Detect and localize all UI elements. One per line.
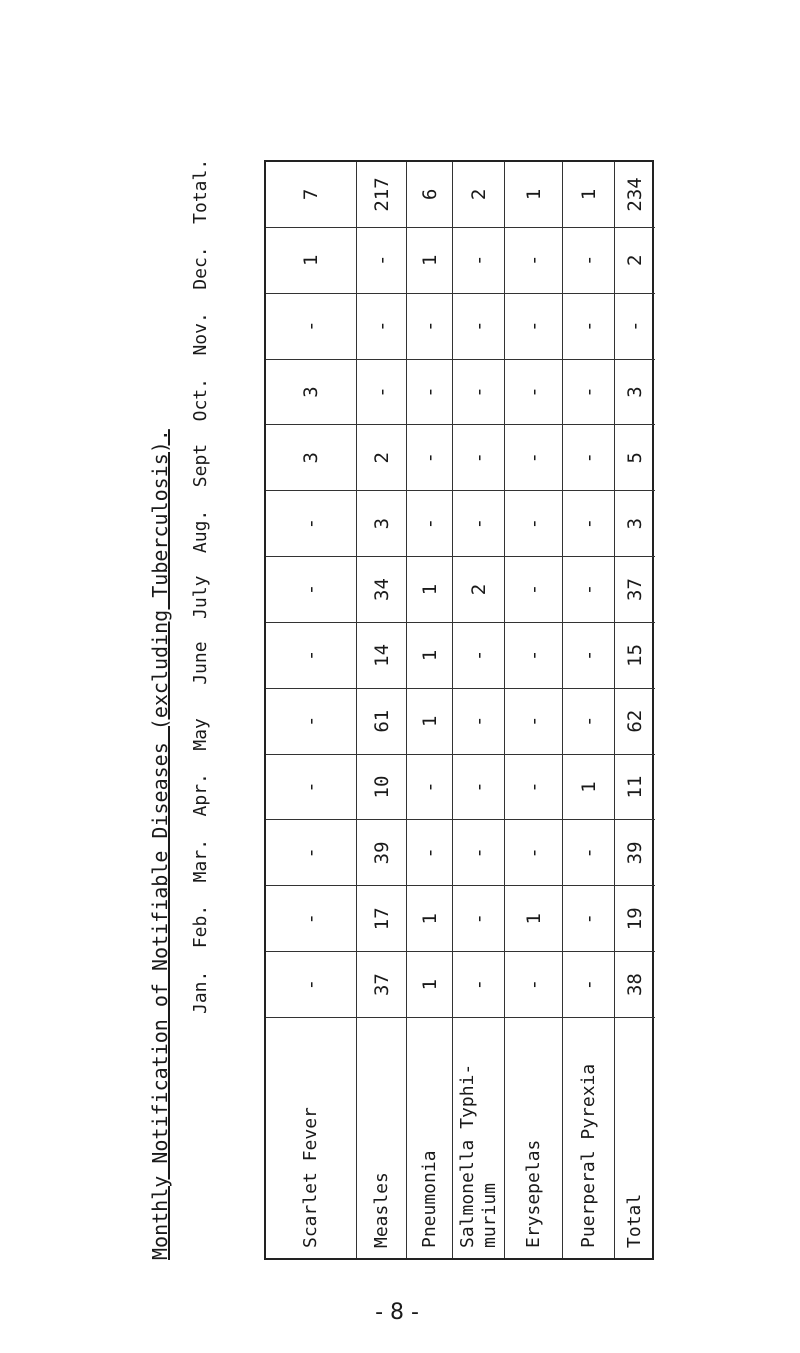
value-cell: - — [505, 491, 563, 557]
value-cell: - — [453, 623, 505, 689]
disease-name-line: murium — [479, 1182, 500, 1248]
value-cell: - — [563, 228, 615, 294]
value-cell: - — [563, 360, 615, 426]
table-row — [266, 162, 356, 1258]
value-cell: - — [563, 820, 615, 886]
value-cell: - — [266, 557, 356, 623]
table-row — [614, 162, 655, 1258]
value-cell: - — [563, 557, 615, 623]
value-cell: 19 — [615, 886, 655, 952]
value-cell: - — [505, 755, 563, 821]
month-header: Total. — [190, 158, 211, 224]
value-cell: 3 — [266, 425, 356, 491]
value-cell: - — [266, 294, 356, 360]
value-cell: 7 — [266, 162, 356, 228]
value-cell: 1 — [505, 162, 563, 228]
value-cell: 2 — [357, 425, 407, 491]
value-cell: 1 — [407, 689, 453, 755]
value-cell: - — [615, 294, 655, 360]
page-number: - 8 - — [375, 1300, 419, 1325]
value-cell: - — [563, 886, 615, 952]
value-cell: 1 — [407, 623, 453, 689]
value-cell: 10 — [357, 755, 407, 821]
table-row — [504, 162, 563, 1258]
value-cell: - — [505, 557, 563, 623]
value-cell: - — [563, 623, 615, 689]
value-cell: - — [505, 360, 563, 426]
value-cell: - — [563, 952, 615, 1018]
value-cell: - — [407, 294, 453, 360]
month-header: Apr. — [190, 773, 211, 817]
value-cell: 34 — [357, 557, 407, 623]
table-row — [562, 162, 615, 1258]
value-cell: 1 — [407, 952, 453, 1018]
value-cell: - — [505, 228, 563, 294]
table-row — [452, 162, 505, 1258]
month-header: June — [190, 641, 211, 685]
value-cell: - — [505, 623, 563, 689]
disease-name-cell — [615, 1018, 655, 1258]
value-cell: - — [453, 360, 505, 426]
value-cell: - — [505, 689, 563, 755]
value-cell: - — [453, 228, 505, 294]
value-cell: 1 — [266, 228, 356, 294]
value-cell: - — [453, 689, 505, 755]
value-cell: 11 — [615, 755, 655, 821]
value-cell: 62 — [615, 689, 655, 755]
disease-name-line: Erysepelas — [523, 1139, 544, 1248]
value-cell: 2 — [453, 557, 505, 623]
month-header: July — [190, 575, 211, 619]
month-header: Oct. — [190, 378, 211, 422]
value-cell: - — [563, 294, 615, 360]
value-cell: - — [453, 755, 505, 821]
value-cell: 1 — [407, 557, 453, 623]
value-cell: 37 — [615, 557, 655, 623]
value-cell: - — [357, 294, 407, 360]
value-cell: - — [453, 952, 505, 1018]
month-header: Mar. — [190, 838, 211, 883]
value-cell: 3 — [615, 360, 655, 426]
value-cell: 38 — [615, 952, 655, 1018]
value-cell: - — [266, 755, 356, 821]
value-cell: - — [453, 886, 505, 952]
disease-name-cell — [407, 1018, 453, 1258]
value-cell: 15 — [615, 623, 655, 689]
value-cell: - — [505, 425, 563, 491]
value-cell: - — [266, 689, 356, 755]
value-cell: 5 — [615, 425, 655, 491]
value-cell: - — [453, 820, 505, 886]
rotated-table-sheet — [146, 160, 656, 1260]
value-cell: - — [505, 294, 563, 360]
value-cell: - — [407, 820, 453, 886]
value-cell: 14 — [357, 623, 407, 689]
disease-name-line: Total — [624, 1193, 645, 1248]
value-cell: 39 — [357, 820, 407, 886]
month-header: Feb. — [190, 904, 211, 949]
disease-name-cell — [505, 1018, 563, 1258]
month-header: Aug. — [190, 509, 211, 554]
disease-name-cell — [266, 1018, 356, 1258]
month-header: Jan. — [190, 970, 211, 1014]
disease-name-line: Salmonella Typhi- — [457, 1063, 478, 1248]
value-cell: - — [407, 755, 453, 821]
value-cell: 2 — [453, 162, 505, 228]
value-cell: 1 — [407, 886, 453, 952]
table-row — [356, 162, 407, 1258]
disease-name-cell — [563, 1018, 615, 1258]
disease-name-line: Pneumonia — [419, 1150, 440, 1248]
month-header-row — [186, 160, 216, 1260]
value-cell: 234 — [615, 162, 655, 228]
notification-table — [264, 160, 654, 1260]
value-cell: 17 — [357, 886, 407, 952]
value-cell: - — [563, 491, 615, 557]
value-cell: - — [563, 689, 615, 755]
value-cell: 1 — [407, 228, 453, 294]
value-cell: 37 — [357, 952, 407, 1018]
value-cell: - — [453, 491, 505, 557]
value-cell: - — [407, 360, 453, 426]
value-cell: - — [505, 952, 563, 1018]
value-cell: 217 — [357, 162, 407, 228]
disease-name-line: Puerperal Pyrexia — [578, 1063, 599, 1248]
disease-name-line: Scarlet Fever — [300, 1107, 321, 1248]
value-cell: - — [266, 623, 356, 689]
value-cell: - — [453, 294, 505, 360]
month-header: May — [190, 718, 211, 751]
value-cell: - — [266, 886, 356, 952]
table-row — [406, 162, 453, 1258]
page-title: Monthly Notification of Notifiable Diseases (excluding Tuberculosis). — [148, 429, 172, 1260]
value-cell: - — [266, 491, 356, 557]
value-cell: 39 — [615, 820, 655, 886]
value-cell: - — [563, 425, 615, 491]
value-cell: - — [266, 952, 356, 1018]
value-cell: - — [407, 425, 453, 491]
value-cell: - — [407, 491, 453, 557]
value-cell: - — [357, 228, 407, 294]
disease-name-cell — [357, 1018, 407, 1258]
disease-name-cell — [453, 1018, 505, 1258]
value-cell: 6 — [407, 162, 453, 228]
value-cell: - — [453, 425, 505, 491]
value-cell: 3 — [357, 491, 407, 557]
month-header: Dec. — [190, 246, 211, 290]
value-cell: 2 — [615, 228, 655, 294]
value-cell: 61 — [357, 689, 407, 755]
value-cell: 3 — [615, 491, 655, 557]
month-header: Sept — [190, 443, 211, 488]
disease-name-line: Measles — [371, 1172, 392, 1248]
value-cell: 1 — [505, 886, 563, 952]
value-cell: - — [505, 820, 563, 886]
value-cell: - — [357, 360, 407, 426]
month-header: Nov. — [190, 312, 211, 356]
value-cell: - — [266, 820, 356, 886]
value-cell: 3 — [266, 360, 356, 426]
value-cell: 1 — [563, 755, 615, 821]
value-cell: 1 — [563, 162, 615, 228]
